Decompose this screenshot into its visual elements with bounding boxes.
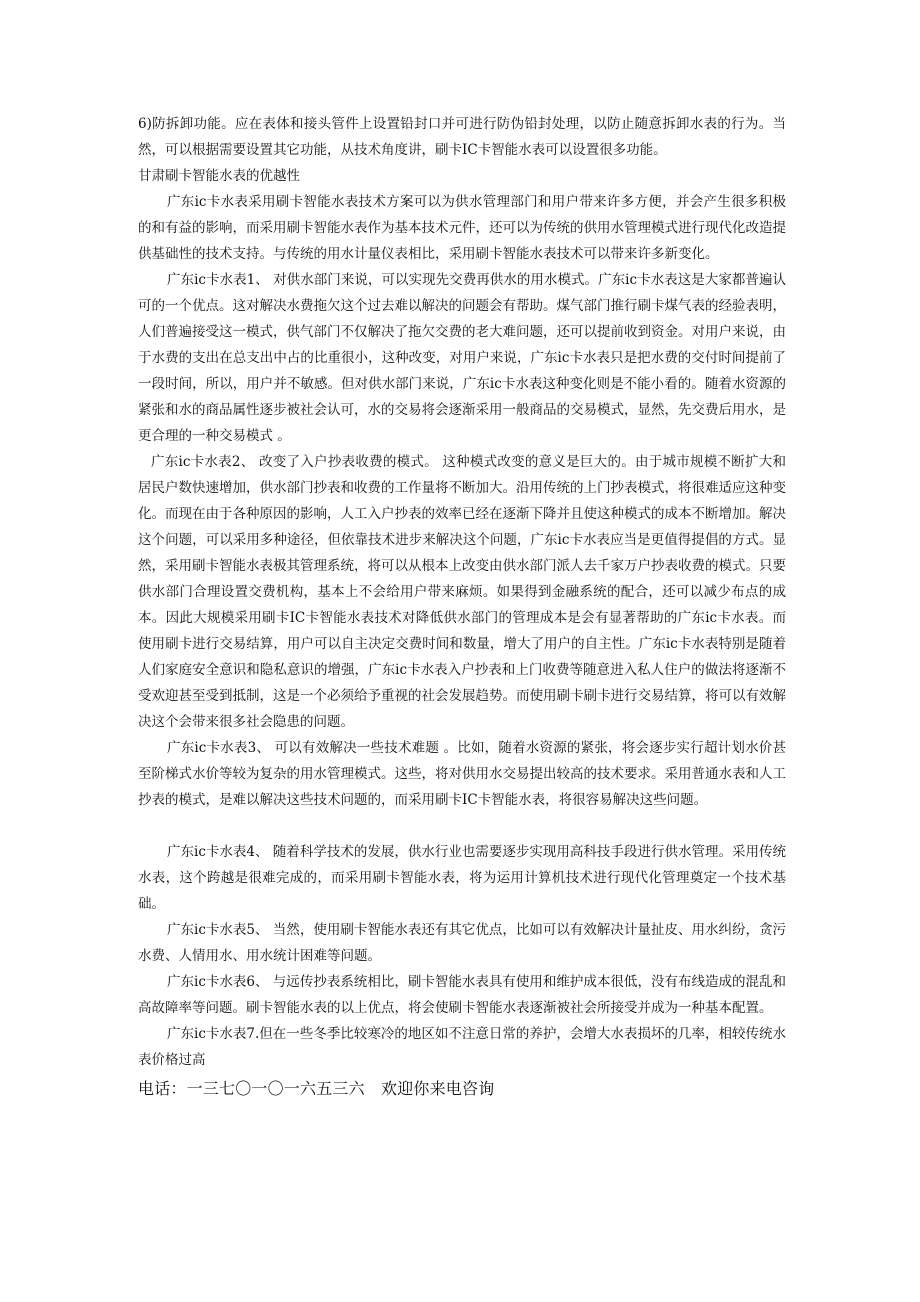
contact-phone-line: 电话：一三七〇一〇一六五三六 欢迎你来电咨询 [138,1079,495,1098]
section-heading: 甘肃刷卡智能水表的优越性 [138,168,300,184]
paragraph-point-4: 广东ic卡水表4、 随着科学技术的发展，供水行业也需要逐步实现用高科技手段进行供水管理。采用传统水表，这个跨越是很难完成的，而采用刷卡智能水表，将为运用计算机技术进行现代化管理奠定一个技术基础。 [138,844,786,912]
paragraph-point-1: 广东ic卡水表1、 对供水部门来说，可以实现先交费再供水的用水模式。广东ic卡水表这是大家都普遍认可的一个优点。这对解决水费拖欠这个过去难以解决的问题会有帮助。煤气部门推行刷卡煤气表的经验表明，人们普遍接受这一模式，供气部门不仅解决了拖欠交费的老大难问题，还可以提前收到资金。对用户来说，由于水费的支出在总支出中占的比重很小，这种改变，对用户来说，广东ic卡水表只是把水费的交付时间提前了一段时间，所以，用户并不敏感。但对供水部门来说，广东ic卡水表这种变化则是不能小看的。随着水资源的紧张和水的商品属性逐步被社会认可，水的交易将会逐渐采用一般商品的交易模式，显然，先交费后用水，是更合理的一种交易模式 。 [138,272,786,444]
paragraph-point-5: 广东ic卡水表5、 当然，使用刷卡智能水表还有其它优点，比如可以有效解决计量扯皮、用水纠纷，贪污水费、人情用水、用水统计困难等问题。 [138,922,786,964]
paragraph-point-3: 广东ic卡水表3、 可以有效解决一些技术难题 。比如，随着水资源的紧张，将会逐步实行超计划水价甚至阶梯式水价等较为复杂的用水管理模式。这些，将对供用水交易提出较高的技术要求。采用普通水表和人工抄表的模式，是难以解决这些技术问题的，而采用刷卡IC卡智能水表，将很容易解决这些问题。 [138,740,786,808]
paragraph-anti-tamper: 6)防拆卸功能。应在表体和接头管件上设置铅封口并可进行防伪铅封处理，以防止随意拆卸水表的行为。当然，可以根据需要设置其它功能，从技术角度讲，刷卡IC卡智能水表可以设置很多功能。 [138,116,786,158]
paragraph-point-7: 广东ic卡水表7.但在一些冬季比较寒冷的地区如不注意日常的养护，会增大水表损坏的几率，相较传统水表价格过高 [138,1026,786,1068]
blank-line [138,813,786,839]
paragraph-point-2: 广东ic卡水表2、 改变了入户抄表收费的模式。 这种模式改变的意义是巨大的。由于城市规模不断扩大和居民户数快速增加，供水部门抄表和收费的工作量将不断加大。沿用传统的上门抄表模式，将很难适应这种变化。而现在由于各种原因的影响，人工入户抄表的效率已经在逐渐下降并且使这种模式的成本不断增加。解决这个问题，可以采用多种途径，但依靠技术进步来解决这个问题，广东ic卡水表应当是更值得提倡的方式。显然，采用刷卡智能水表极其管理系统，将可以从根本上改变由供水部门派人去千家万户抄表收费的模式。只要供水部门合理设置交费机构，基本上不会给用户带来麻烦。如果得到金融系统的配合，还可以减少布点的成本。因此大规模采用刷卡IC卡智能水表技术对降低供水部门的管理成本是会有显著帮助的广东ic卡水表。而使用刷卡进行交易结算，用户可以自主决定交费时间和数量，增大了用户的自主性。广东ic卡水表特别是随着人们家庭安全意识和隐私意识的增强，广东ic卡水表入户抄表和上门收费等随意进入私人住户的做法将逐渐不受欢迎甚至受到抵制，这是一个必须给予重视的社会发展趋势。而使用刷卡刷卡进行交易结算，将可以有效解决这个会带来很多社会隐患的问题。 [138,454,786,730]
paragraph-point-6: 广东ic卡水表6、 与远传抄表系统相比，刷卡智能水表具有使用和维护成本很低，没有布线造成的混乱和高故障率等问题。刷卡智能水表的以上优点，将会使刷卡智能水表逐渐被社会所接受并成为一种基本配置。 [138,974,786,1016]
paragraph-intro: 广东ic卡水表采用刷卡智能水表技术方案可以为供水管理部门和用户带来许多方便，并会产生很多积极的和有益的影响，而采用刷卡智能水表作为基本技术元件，还可以为传统的供用水管理模式进行现代化改造提供基础性的技术支持。与传统的用水计量仪表相比，采用刷卡智能水表技术可以带来许多新变化。 [138,194,786,262]
document-page [138,111,786,1101]
